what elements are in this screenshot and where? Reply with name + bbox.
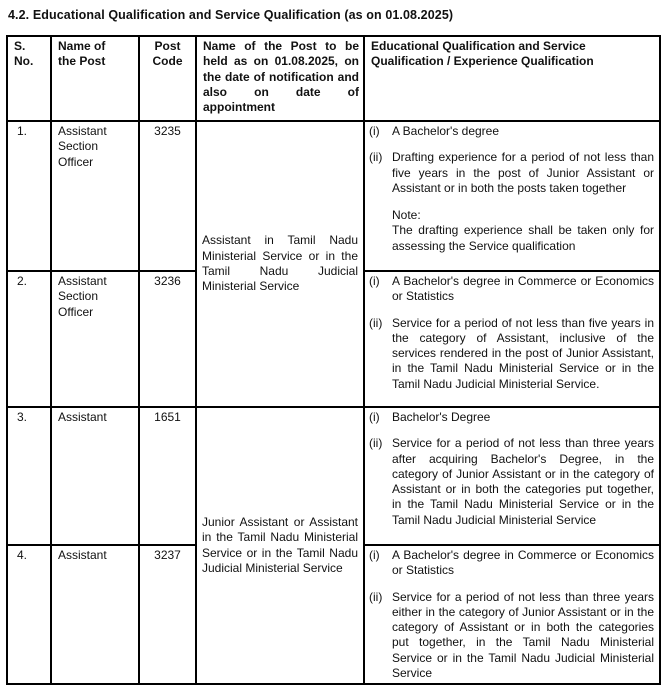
qualification-marker: (i) (369, 274, 380, 288)
cell-qualification (364, 121, 660, 271)
qualification-marker: (ii) (369, 436, 383, 451)
qualification-text: A Bachelor's degree (392, 124, 500, 138)
qualification-marker: (ii) (369, 150, 383, 165)
cell-post-name: Assistant Section Officer (51, 271, 139, 407)
qualification-marker: (i) (369, 410, 380, 424)
qualification-item (369, 316, 654, 392)
cell-held-post-rows-3-4: Junior Assistant or Assistant in the Tamil Nadu Ministerial Service or in the Tamil Nadu Judicial Ministerial Service (196, 407, 364, 684)
qualification-item (369, 410, 654, 425)
qualification-marker: (i) (369, 124, 380, 138)
cell-post-code: 1651 (139, 407, 196, 545)
cell-qualification (364, 545, 660, 684)
qualification-item (369, 274, 654, 305)
note-text: The drafting experience shall be taken only for assessing the Service qualification (392, 223, 654, 253)
qualification-marker: (ii) (369, 315, 383, 330)
cell-post-name: Assistant (51, 407, 139, 545)
table-row (7, 121, 660, 271)
qualification-text: Service for a period of not less than three years either in the category of Junior Assistant or in the category of Assistant or in both the categories put together, in the Tamil Nadu Ministerial Service or in the Tamil Nadu Judicial Ministerial Service (392, 589, 654, 681)
cell-qualification (364, 407, 660, 545)
table-row (7, 407, 660, 545)
cell-post-code: 3237 (139, 545, 196, 684)
qualification-text: Drafting experience for a period of not less than five years in the post of Junior Assistant or Assistant or in both the posts taken together (392, 150, 654, 195)
cell-post-name: Assistant Section Officer (51, 121, 139, 271)
qualification-marker: (i) (369, 548, 380, 562)
qualification-text: A Bachelor's degree in Commerce or Economics or Statistics (392, 274, 654, 304)
cell-post-code: 3236 (139, 271, 196, 407)
qualification-text: A Bachelor's degree in Commerce or Economics or Statistics (392, 548, 654, 578)
note-block (392, 208, 654, 254)
qualification-item (369, 124, 654, 139)
cell-qualification (364, 271, 660, 407)
qualification-text: Bachelor's Degree (392, 410, 491, 424)
cell-sno: 4. (7, 545, 51, 684)
cell-sno: 3. (7, 407, 51, 545)
col-header-held-post: Name of the Post to be held as on 01.08.2025, on the date of notification and also on date of appointment (196, 36, 364, 121)
qualification-item (369, 548, 654, 579)
qualification-item (369, 590, 654, 682)
cell-held-post-rows-1-2: Assistant in Tamil Nadu Ministerial Service or in the Tamil Nadu Judicial Ministerial Service (196, 121, 364, 407)
qualification-item (369, 150, 654, 196)
cell-post-code: 3235 (139, 121, 196, 271)
header-row (7, 36, 660, 121)
col-header-post-code: Post Code (139, 36, 196, 121)
section-title: 4.2. Educational Qualification and Service Qualification (as on 01.08.2025) (8, 8, 454, 22)
qualification-marker: (ii) (369, 589, 383, 604)
col-header-qualification: Educational Qualification and Service Qualification / Experience Qualification (364, 36, 660, 121)
cell-sno: 2. (7, 271, 51, 407)
qualification-text: Service for a period of not less than five years in the category of Assistant, inclusive of the services rendered in the post of Junior Assistant, in the Tamil Nadu Ministerial Service or in the Tamil Nadu Judicial Ministerial Service. (392, 315, 654, 391)
cell-post-name: Assistant (51, 545, 139, 684)
col-header-name-of-post: Name of the Post (51, 36, 139, 121)
cell-sno: 1. (7, 121, 51, 271)
note-label: Note: (392, 208, 421, 223)
qualification-table (6, 35, 661, 685)
qualification-item (369, 436, 654, 528)
qualification-text: Service for a period of not less than three years after acquiring Bachelor's Degree, in the category of Junior Assistant or in the category of Assistant or in both the categories put together, in the Tamil Nadu Ministerial Service or in the Tamil Nadu Judicial Ministerial Service (392, 436, 654, 527)
col-header-sno: S. No. (7, 36, 51, 121)
